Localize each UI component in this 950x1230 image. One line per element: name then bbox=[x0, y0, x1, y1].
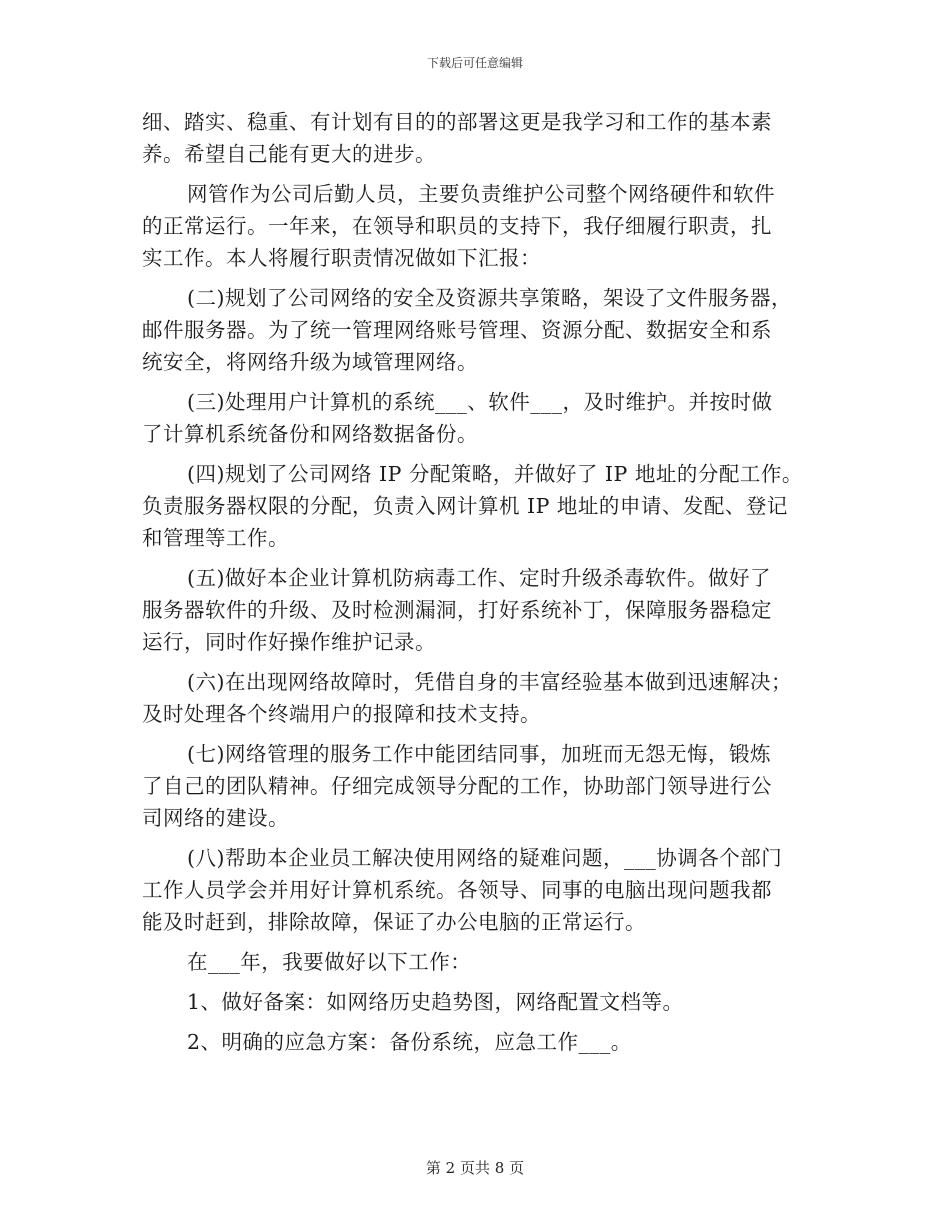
paragraph bbox=[142, 986, 802, 1018]
text-line: 和管理等工作。 bbox=[142, 526, 289, 550]
paragraph bbox=[142, 946, 802, 978]
text-line: (三)处理用户计算机的系统___、软件___，及时维护。并按时做 bbox=[187, 390, 773, 414]
text-line: 养。希望自己能有更大的进步。 bbox=[142, 142, 436, 166]
text-line: 服务器软件的升级、及时检测漏洞，打好系统补丁，保障服务器稳定 bbox=[142, 598, 772, 622]
page-footer: 第 2 页共 8 页 bbox=[425, 1159, 525, 1177]
text-line: 及时处理各个终端用户的报障和技术支持。 bbox=[142, 702, 541, 726]
paragraph bbox=[142, 386, 802, 450]
text-line: (四)规划了公司网络 IP 分配策略，并做好了 IP 地址的分配工作。 bbox=[187, 462, 803, 486]
text-line: 1、做好备案：如网络历史趋势图，网络配置文档等。 bbox=[187, 990, 684, 1014]
text-line: 在___年，我要做好以下工作： bbox=[187, 950, 472, 974]
text-line: 邮件服务器。为了统一管理网络账号管理、资源分配、数据安全和系 bbox=[142, 318, 772, 342]
text-line: 能及时赶到，排除故障，保证了办公电脑的正常运行。 bbox=[142, 910, 646, 934]
text-line: 了自己的团队精神。仔细完成领导分配的工作，协助部门领导进行公 bbox=[142, 774, 772, 798]
document-body bbox=[142, 106, 802, 1066]
text-line: 司网络的建设。 bbox=[142, 806, 289, 830]
paragraph bbox=[142, 458, 802, 554]
text-line: (七)网络管理的服务工作中能团结同事，加班而无怨无悔，锻炼 bbox=[187, 742, 771, 766]
paragraph bbox=[142, 666, 802, 730]
paragraph bbox=[142, 842, 802, 938]
paragraph bbox=[142, 562, 802, 658]
paragraph bbox=[142, 178, 802, 274]
text-line: (六)在出现网络故障时，凭借自身的丰富经验基本做到迅速解决； bbox=[187, 670, 792, 694]
text-line: (二)规划了公司网络的安全及资源共享策略，架设了文件服务器， bbox=[187, 286, 792, 310]
text-line: (八)帮助本企业员工解决使用网络的疑难问题，___协调各个部门 bbox=[187, 846, 783, 870]
text-line: 网管作为公司后勤人员，主要负责维护公司整个网络硬件和软件 bbox=[187, 182, 775, 206]
text-line: 2、明确的应急方案：备份系统，应急工作___。 bbox=[187, 1030, 632, 1054]
text-line: 了计算机系统备份和网络数据备份。 bbox=[142, 422, 478, 446]
paragraph bbox=[142, 106, 802, 170]
text-line: 负责服务器权限的分配，负责入网计算机 IP 地址的申请、发配、登记 bbox=[142, 494, 788, 518]
text-line: 细、踏实、稳重、有计划有目的的部署这更是我学习和工作的基本素 bbox=[142, 110, 772, 134]
page-header: 下载后可任意编辑 bbox=[426, 56, 523, 70]
paragraph bbox=[142, 1026, 802, 1058]
paragraph bbox=[142, 282, 802, 378]
paragraph bbox=[142, 738, 802, 834]
text-line: 统安全，将网络升级为域管理网络。 bbox=[142, 350, 478, 374]
text-line: 的正常运行。一年来，在领导和职员的支持下，我仔细履行职责，扎 bbox=[142, 214, 772, 238]
text-line: 实工作。本人将履行职责情况做如下汇报： bbox=[142, 246, 541, 270]
text-line: (五)做好本企业计算机防病毒工作、定时升级杀毒软件。做好了 bbox=[187, 566, 771, 590]
text-line: 运行，同时作好操作维护记录。 bbox=[142, 630, 436, 654]
text-line: 工作人员学会并用好计算机系统。各领导、同事的电脑出现问题我都 bbox=[142, 878, 772, 902]
